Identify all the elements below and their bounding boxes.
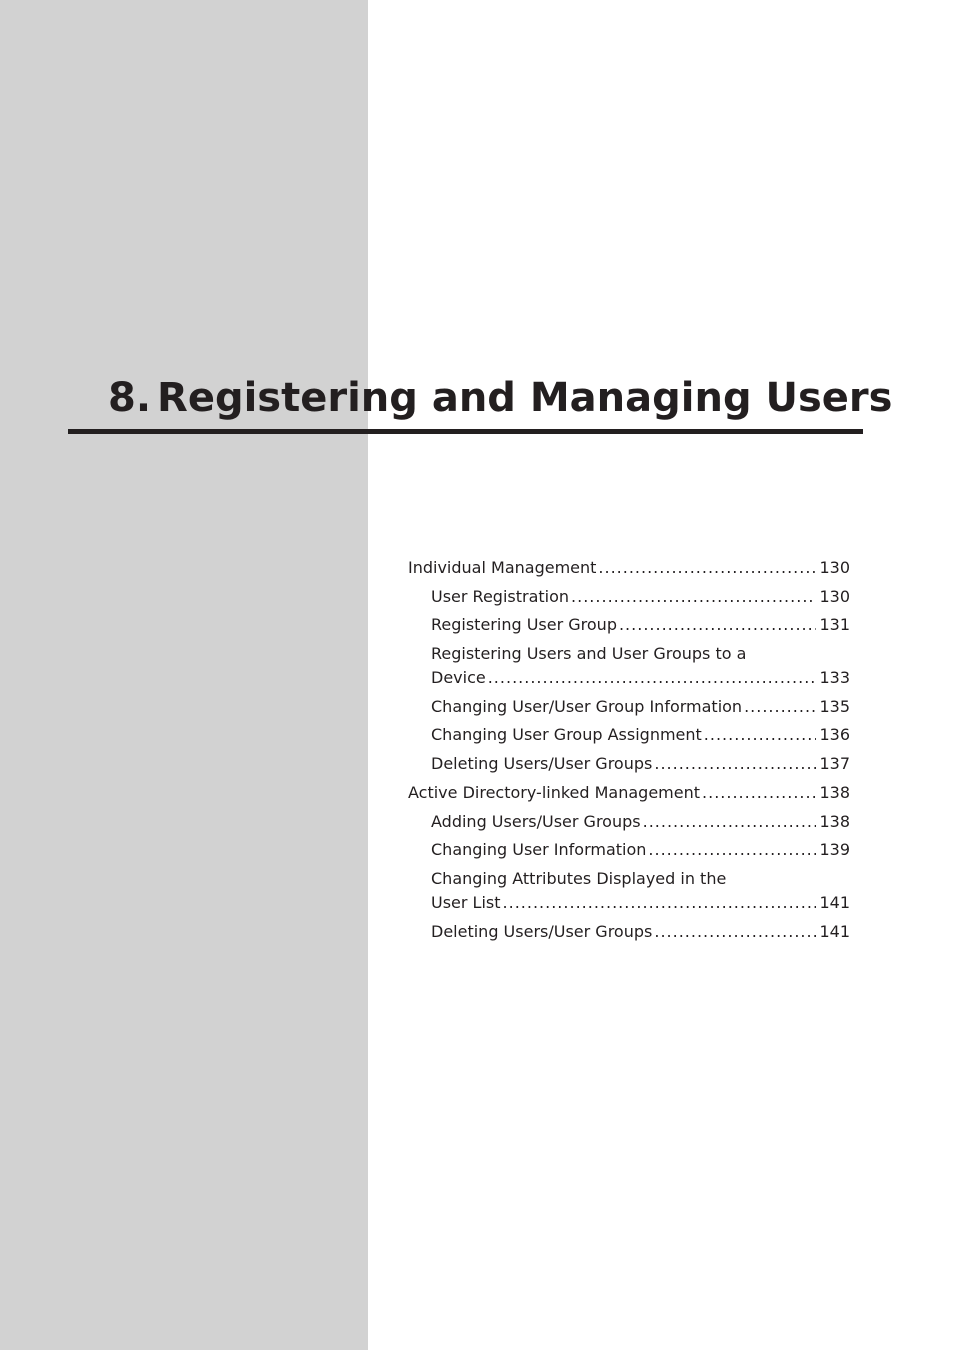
toc-leader <box>704 723 817 747</box>
toc-line <box>431 585 850 609</box>
heading-rule <box>68 429 863 434</box>
toc-label: Registering User Group <box>431 615 617 635</box>
toc-page-number: 137 <box>819 754 850 774</box>
toc-entry-changing-attributes[interactable] <box>408 867 850 915</box>
toc-label: Adding Users/User Groups <box>431 811 641 831</box>
toc-label: Individual Management <box>408 558 597 577</box>
toc-page-number: 139 <box>819 840 850 860</box>
toc-line <box>431 723 850 747</box>
toc-entry-active-directory-management[interactable] <box>408 781 850 805</box>
toc-leader <box>744 695 816 719</box>
toc-page-number: 141 <box>819 892 850 912</box>
toc-label: Changing User/User Group Information <box>431 696 743 716</box>
toc-leader <box>643 810 817 834</box>
toc-entry-individual-management[interactable] <box>408 556 850 580</box>
toc-line <box>431 810 850 834</box>
toc-page-number: 133 <box>819 668 850 688</box>
toc-leader <box>702 781 816 805</box>
toc-entry-registering-users-to-device[interactable] <box>408 642 850 690</box>
toc-label: Device <box>431 668 486 688</box>
toc-leader <box>654 920 816 944</box>
toc-line <box>431 695 850 719</box>
toc-label: Changing User Group Assignment <box>431 725 702 745</box>
toc-line <box>431 920 850 944</box>
toc-leader <box>571 585 816 609</box>
toc-line <box>431 613 850 637</box>
toc-line <box>408 556 850 580</box>
toc-line <box>408 781 850 805</box>
toc-line <box>431 838 850 862</box>
toc-entry-changing-user-group-information[interactable] <box>408 695 850 719</box>
toc-entry-adding-users[interactable] <box>408 810 850 834</box>
toc-label: Deleting Users/User Groups <box>431 754 653 774</box>
table-of-contents <box>408 556 850 944</box>
chapter-number: 8. <box>108 375 152 421</box>
toc-leader <box>488 666 817 690</box>
toc-entry-changing-user-information[interactable] <box>408 838 850 862</box>
toc-entry-registering-user-group[interactable] <box>408 613 850 637</box>
toc-leader <box>503 891 817 915</box>
toc-leader <box>648 838 816 862</box>
toc-page-number: 138 <box>819 811 850 831</box>
side-panel <box>0 0 368 1350</box>
toc-line <box>431 666 850 690</box>
toc-label-line1: Changing Attributes Displayed in the <box>431 868 727 888</box>
toc-page-number: 141 <box>819 921 850 941</box>
toc-label: Deleting Users/User Groups <box>431 921 653 941</box>
toc-line <box>431 752 850 776</box>
toc-leader <box>619 613 816 637</box>
toc-label: User List <box>431 892 501 912</box>
toc-page-number: 130 <box>819 586 850 606</box>
toc-line <box>431 891 850 915</box>
toc-entry-deleting-users-1[interactable] <box>408 752 850 776</box>
toc-entry-deleting-users-2[interactable] <box>408 920 850 944</box>
toc-page-number: 135 <box>819 696 850 716</box>
toc-label: Changing User Information <box>431 840 647 860</box>
toc-page-number: 136 <box>819 725 850 745</box>
toc-label: Active Directory-linked Management <box>408 782 701 802</box>
toc-label-line1: Registering Users and User Groups to a <box>431 644 747 664</box>
chapter-title: Registering and Managing Users <box>157 375 893 421</box>
toc-page-number: 138 <box>819 782 850 802</box>
toc-label: User Registration <box>431 586 570 606</box>
toc-leader <box>654 752 816 776</box>
toc-page-number: 130 <box>819 558 850 577</box>
toc-entry-changing-user-group-assignment[interactable] <box>408 723 850 747</box>
toc-leader <box>598 556 816 580</box>
chapter-heading <box>108 372 893 424</box>
toc-entry-user-registration[interactable] <box>408 585 850 609</box>
toc-page-number: 131 <box>819 615 850 635</box>
